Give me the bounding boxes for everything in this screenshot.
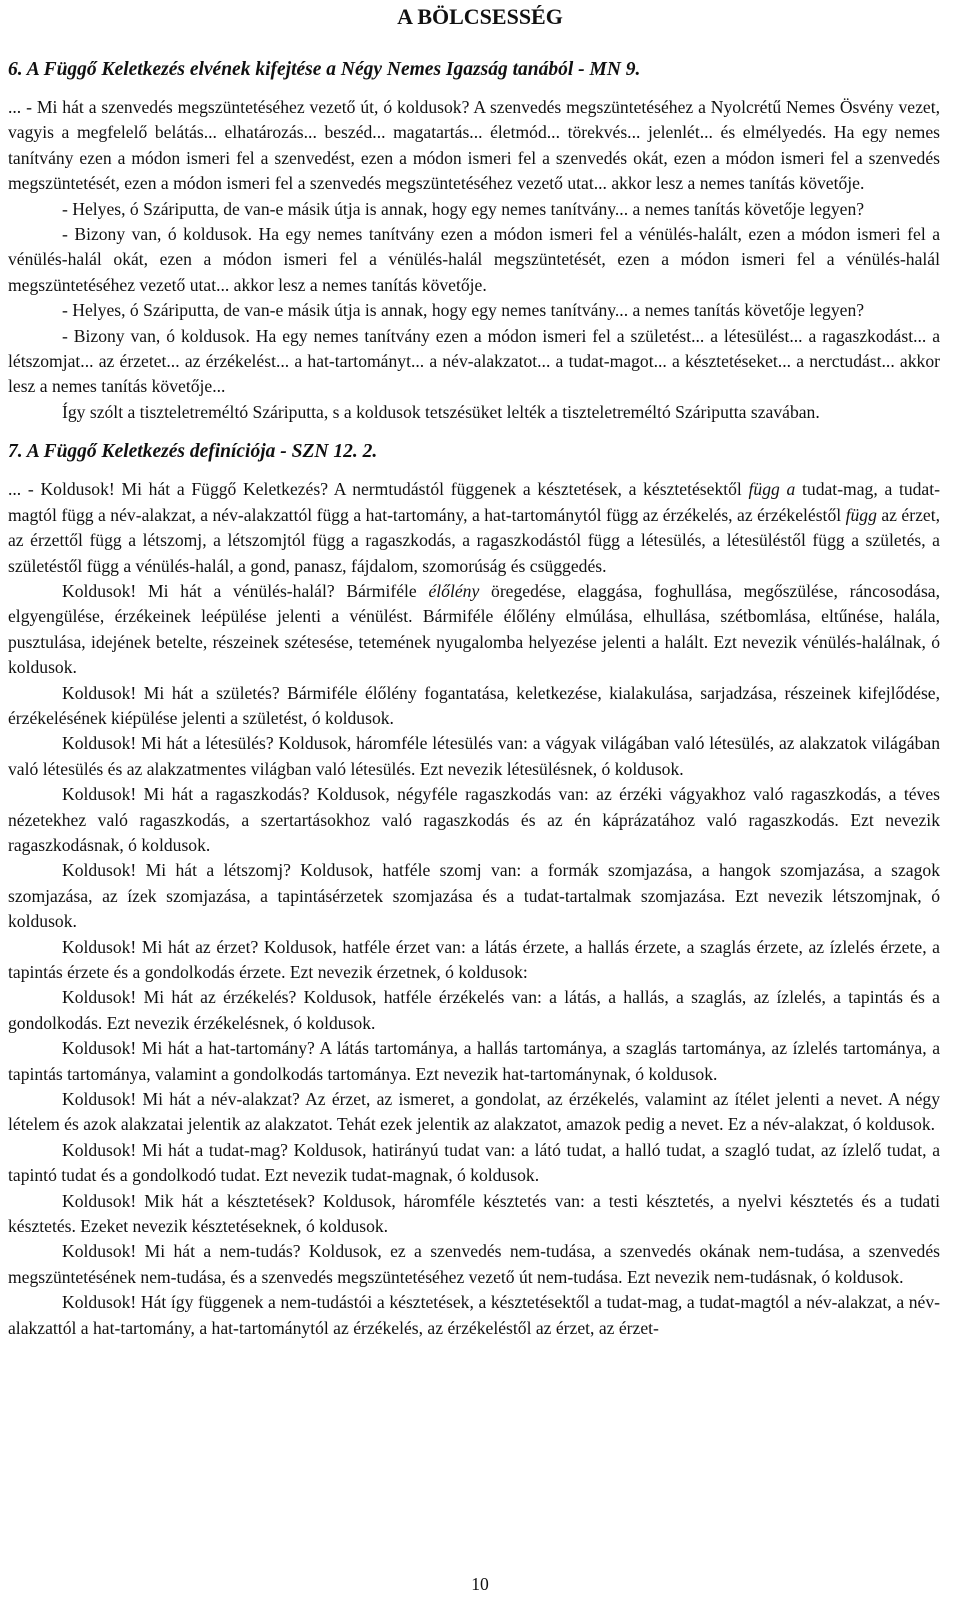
paragraph: - Helyes, ó Száriputta, de van-e másik útja is annak, hogy egy nemes tanítvány... a nemes tanítás követője legyen? <box>62 198 865 219</box>
paragraph: Koldusok! Mi hát a létesülés? Koldusok, háromféle létesülés van: a vágyak világában való létesülés, az alakzatok világában való létesülés és az alakzatmentes világban való létesülés. Ezt nevezik létesülésnek, ó koldusok. <box>8 733 940 779</box>
document-title: A BÖLCSESSÉG <box>397 4 563 29</box>
paragraph: Koldusok! Mi hát a nem-tudás? Koldusok, ez a szenvedés nem-tudása, a szenvedés okának nem-tudása, a szenvedés megszüntetésének nem-tudása, és a szenvedés megszüntetéséhez vezető út nem-tudása. Ezt nevezik nem-tudásnak, ó koldusok. <box>8 1241 940 1287</box>
paragraph: - Helyes, ó Száriputta, de van-e másik útja is annak, hogy egy nemes tanítvány... a nemes tanítás követője legyen? <box>62 300 865 321</box>
paragraph-text: tudat-mag, a tudat-magtól függ a név-alakzat, a név-alakzattól függ a hat-tartomány, a hat-tartománytól függ az érzékelés, az érzékeléstől <box>8 479 940 525</box>
paragraph: Koldusok! Mi hát a hat-tartomány? A látás tartománya, a hallás tartománya, a szaglás tartománya, az ízlelés tartománya, a tapintás tartománya, valamint a gondolkodás tartománya. Ezt nevezik hat-tartománynak, ó koldusok. <box>8 1038 940 1084</box>
paragraph: Koldusok! Mi hát a születés? Bármiféle élőlény fogantatása, keletkezése, kialakulása, sarjadzása, részeinek kifejlődése, érzékelésének kiépülése jelenti a születést, ó koldusok. <box>8 682 940 728</box>
emphasis-text: függ a <box>748 479 796 500</box>
paragraph-text: ... - Koldusok! Mi hát a Függő Keletkezés? A nermtudástól függenek a késztetések, a késztetésektől <box>8 479 749 500</box>
emphasis-text: élőlény <box>428 580 480 601</box>
paragraph: Koldusok! Hát így függenek a nem-tudástói a késztetések, a késztetésektől a tudat-mag, a tudat-magtól a név-alakzat, a név-alakzattól a hat-tartomány, a hat-tartománytól az érzékelés, az érzékeléstől az érzet, az érzet- <box>8 1292 940 1338</box>
paragraph: Koldusok! Mi hát az érzékelés? Koldusok, hatféle érzékelés van: a látás, a hallás, a szaglás, az ízlelés, a tapintás és a gondolkodás. Ezt nevezik érzékelésnek, ó koldusok. <box>8 987 940 1033</box>
paragraph: Koldusok! Mi hát a név-alakzat? Az érzet, az ismeret, a gondolat, az érzékelés, valamint az ítélet jelenti a nevet. A négy lételem és azok alakzatai jelentik az alakzatot. Tehát ezek jelentik az alakzatot, amazok pedig a nevet. Ez a név-alakzat, ó koldusok. <box>8 1089 940 1135</box>
paragraph: Koldusok! Mi hát a létszomj? Koldusok, hatféle szomj van: a formák szomjazása, a hangok szomjazása, a szagok szomjazása, az ízek szomjazása, a tapintásérzetek szomjazása és a tudat-tartalmak szomjazása. Ezt nevezik létszomjnak, ó koldusok. <box>8 860 940 932</box>
paragraph-text: Koldusok! Mi hát a vénülés-halál? Bármiféle <box>62 580 429 601</box>
section-body-6 <box>0 95 960 425</box>
emphasis-text: függ <box>845 504 877 525</box>
paragraph: - Bizony van, ó koldusok. Ha egy nemes tanítvány ezen a módon ismeri fel a születést... a létesülést... a ragaszkodást... a létszomjat... az érzetet... az érzékelést... a hat-tartományt... a név-alakzatot... a tudat-magot... a késztetéseket... a nerctudást... akkor lesz a nemes tanítás követője... <box>8 325 940 397</box>
paragraph: Koldusok! Mi hát a tudat-mag? Koldusok, hatirányú tudat van: a látó tudat, a halló tudat, a szagló tudat, az ízlelő tudat, a tapintó tudat és a gondolkodó tudat. Ezt nevezik tudat-magnak, ó koldusok. <box>8 1139 940 1186</box>
paragraph: Koldusok! Mi hát az érzet? Koldusok, hatféle érzet van: a látás érzete, a hallás érzete, a szaglás érzete, az ízlelés érzete, a tapintás érzete és a gondolkodás érzete. Ezt nevezik érzetnek, ó koldusok: <box>8 936 940 982</box>
section-heading-6: 6. A Függő Keletkezés elvének kifejtése a Négy Nemes Igazság tanából - MN 9. <box>8 59 641 80</box>
page-number: 10 <box>471 1574 489 1594</box>
paragraph: Koldusok! Mi hát a ragaszkodás? Koldusok, négyféle ragaszkodás van: az érzéki vágyakhoz való ragaszkodás, a téves nézetekhez való ragaszkodás, a szertartásokhoz való ragaszkodás és az én káprázatához való ragaszkodás. Ezt nevezik ragaszkodásnak, ó koldusok. <box>8 784 940 855</box>
section-heading-7: 7. A Függő Keletkezés definíciója - SZN 12. 2. <box>8 441 378 463</box>
paragraph <box>8 477 940 579</box>
paragraph-text: öregedése, elaggása, foghullása, megőszülése, ráncosodása, elgyengülése, érzékeinek leépülése jelenti a vénülést. Bármiféle élőlény elmúlása, elhullása, szétbomlása, eltűnése, halála, pusztulása, idejének betelte, részeinek szétesése, tetemének nyugalomba helyezése jelenti a halált. Ezt nevezik vénülés-halálnak, ó koldusok. <box>8 580 941 678</box>
paragraph: - Bizony van, ó koldusok. Ha egy nemes tanítvány ezen a módon ismeri fel a vénülés-halált, ezen a módon ismeri fel a vénülés-halál okát, ezen a módon ismeri fel a vénülés-halál megszüntetését, ezen a módon ismeri fel a vénülés-halál megszüntetéséhez vezető utat... akkor lesz a nemes tanítás követője. <box>8 224 940 295</box>
paragraph: Koldusok! Mik hát a késztetések? Koldusok, háromféle késztetés van: a testi késztetés, a nyelvi késztetés és a tudati késztetés. Ezeket nevezik késztetéseknek, ó koldusok. <box>8 1190 940 1237</box>
section-body-7 <box>0 477 960 1341</box>
paragraph <box>8 579 940 681</box>
paragraph: Így szólt a tiszteletreméltó Száriputta, s a koldusok tetszésüket lelték a tiszteletreméltó Száriputta szavában. <box>62 401 820 422</box>
paragraph: ... - Mi hát a szenvedés megszüntetéséhez vezető út, ó koldusok? A szenvedés megszüntetéséhez a Nyolcrétű Nemes Ösvény vezet, vagyis a megfelelő belátás... elhatározás... beszéd... magatartás... életmód... törekvés... jelenlét... és elmélyedés. Ha egy nemes tanítvány ezen a módon ismeri fel a szenvedést, ezen a módon ismeri fel a szenvedés okát, ezen a módon ismeri fel a szenvedés megszüntetését, ezen a módon ismeri fel a szenvedés megszüntetéséhez vezető utat... akkor lesz a nemes tanítás követője. <box>8 97 940 194</box>
paragraph-text: az érzet, az érzettől függ a létszomj, a létszomjtól függ a ragaszkodás, a ragaszkodástól függ a létesülés, a létesüléstől függ a születés, a születéstől függ a vénülés-halál, a gond, panasz, fájdalom, szomorúság és csüggedés. <box>8 504 940 576</box>
